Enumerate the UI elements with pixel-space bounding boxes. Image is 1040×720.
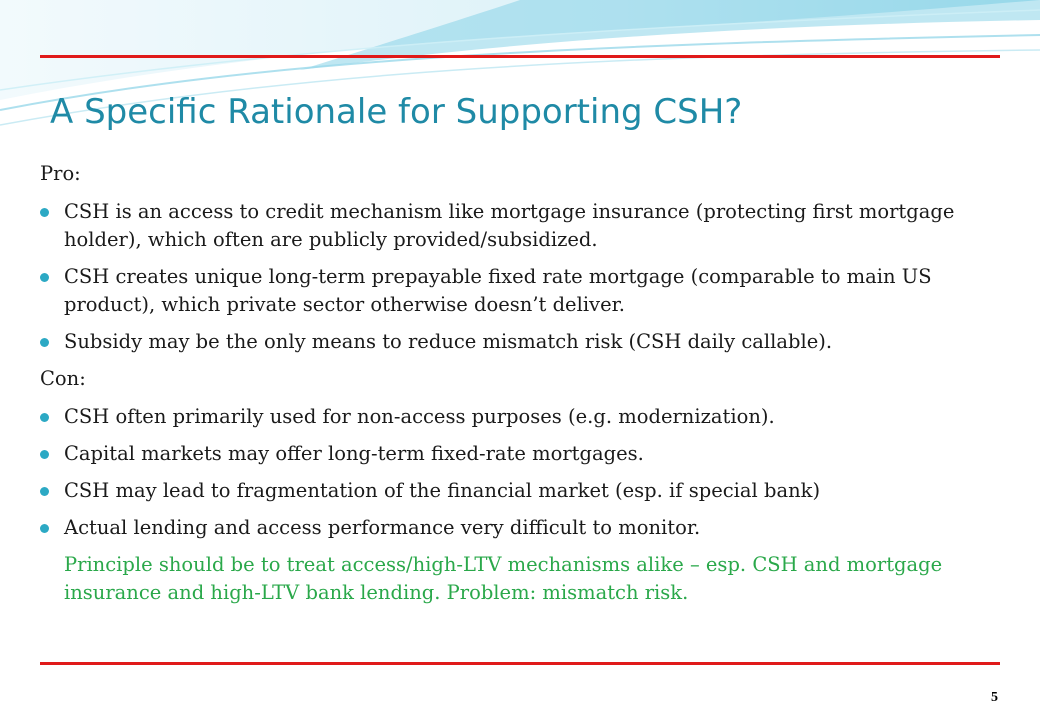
top-divider: [40, 55, 1000, 58]
list-item: [40, 328, 1020, 356]
bullet-text: CSH may lead to fragmentation of the financial market (esp. if special bank): [64, 479, 821, 502]
slide-title: A Specific Rationale for Supporting CSH?: [50, 92, 743, 132]
list-item: [40, 440, 1020, 468]
page-number: 5: [991, 690, 998, 705]
bullet-icon: [40, 487, 49, 496]
slide-body: [40, 160, 1020, 607]
bullet-icon: [40, 273, 49, 282]
bullet-text: Subsidy may be the only means to reduce mismatch risk (CSH daily callable).: [64, 330, 833, 353]
list-item: [40, 514, 1020, 542]
bullet-text: CSH often primarily used for non-access purposes (e.g. modernization).: [64, 405, 775, 428]
bullet-icon: [40, 450, 49, 459]
principle-note: Principle should be to treat access/high-LTV mechanisms alike – esp. CSH and mortgage insurance and high-LTV bank lending. Problem: mismatch risk.: [64, 553, 943, 604]
list-item: [40, 198, 1020, 254]
pro-heading: Pro:: [40, 162, 81, 185]
bullet-text: CSH is an access to credit mechanism like mortgage insurance (protecting first mortgage holder), which often are publicly provided/subsidized.: [64, 200, 955, 251]
list-item: [40, 403, 1020, 431]
list-item: [40, 477, 1020, 505]
bullet-icon: [40, 524, 49, 533]
bullet-text: Capital markets may offer long-term fixed-rate mortgages.: [64, 442, 644, 465]
con-heading: Con:: [40, 367, 86, 390]
bottom-divider: [40, 662, 1000, 665]
bullet-icon: [40, 208, 49, 217]
bullet-text: CSH creates unique long-term prepayable fixed rate mortgage (comparable to main US product), which private sector otherwise doesn’t deliver.: [64, 265, 932, 316]
bullet-icon: [40, 413, 49, 422]
list-item: [40, 263, 1020, 319]
bullet-text: Actual lending and access performance very difficult to monitor.: [64, 516, 701, 539]
bullet-icon: [40, 338, 49, 347]
